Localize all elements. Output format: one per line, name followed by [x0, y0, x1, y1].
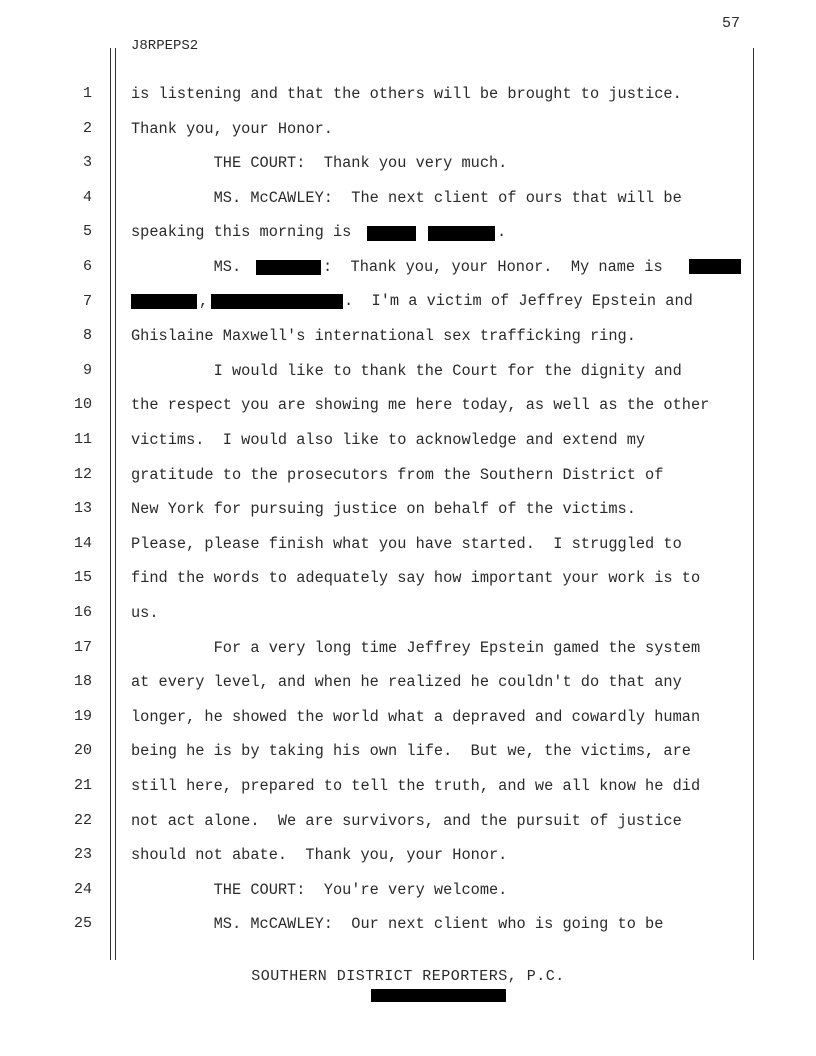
redaction-bar: [689, 259, 741, 274]
line-number: 10: [73, 396, 92, 413]
transcript-line: not act alone. We are survivors, and the pursuit of justice: [131, 812, 682, 830]
line-number: 12: [73, 466, 92, 483]
transcript-line: Thank you, your Honor.: [131, 120, 333, 138]
transcript-line: being he is by taking his own life. But we, the victims, are: [131, 742, 691, 760]
transcript-line: is listening and that the others will be brought to justice.: [131, 85, 682, 103]
line-number: 13: [73, 500, 92, 517]
line-number: 1: [82, 85, 92, 102]
left-margin-rule-inner: [115, 48, 116, 960]
page-number: 57: [721, 15, 740, 32]
line-number: 22: [73, 812, 92, 829]
redaction-bar: [131, 294, 197, 309]
line-number: 15: [73, 569, 92, 586]
line7-continuation: . I'm a victim of Jeffrey Epstein and: [344, 292, 693, 310]
line-number: 18: [73, 673, 92, 690]
transcript-line: Please, please finish what you have started. I struggled to: [131, 535, 682, 553]
transcript-line: Ghislaine Maxwell's international sex trafficking ring.: [131, 327, 636, 345]
transcript-line: For a very long time Jeffrey Epstein gamed the system: [131, 639, 701, 657]
line-number: 25: [73, 915, 92, 932]
transcript-line: I would like to thank the Court for the dignity and: [131, 362, 682, 380]
redaction-bar: [211, 294, 343, 309]
transcript-line: THE COURT: You're very welcome.: [131, 881, 508, 899]
line-number: 7: [82, 293, 92, 310]
transcript-line: still here, prepared to tell the truth, and we all know he did: [131, 777, 701, 795]
line-number: 9: [82, 362, 92, 379]
transcript-line: speaking this morning is: [131, 223, 352, 241]
transcript-line: find the words to adequately say how important your work is to: [131, 569, 701, 587]
line5-period: .: [497, 223, 507, 241]
transcript-line: THE COURT: Thank you very much.: [131, 154, 508, 172]
left-margin-rule: [110, 48, 111, 960]
redaction-bar: [428, 226, 495, 241]
transcript-line: us.: [131, 604, 159, 622]
line-number: 21: [73, 777, 92, 794]
transcript-line: gratitude to the prosecutors from the Southern District of: [131, 466, 664, 484]
line-number: 3: [82, 154, 92, 171]
redaction-bar: [256, 260, 321, 275]
transcript-line: MS.: [131, 258, 242, 276]
line-number: 2: [82, 120, 92, 137]
line-number: 8: [82, 327, 92, 344]
transcript-line: longer, he showed the world what a depraved and cowardly human: [131, 708, 701, 726]
line-number: 19: [73, 708, 92, 725]
line6-continuation: : Thank you, your Honor. My name is: [323, 258, 663, 276]
transcript-line: New York for pursuing justice on behalf of the victims.: [131, 500, 636, 518]
line-number: 6: [82, 258, 92, 275]
line-number: 20: [73, 742, 92, 759]
line-number: 11: [73, 431, 92, 448]
transcript-line: at every level, and when he realized he couldn't do that any: [131, 673, 682, 691]
line-number: 14: [73, 535, 92, 552]
right-margin-rule: [753, 48, 754, 960]
line-number: 5: [82, 223, 92, 240]
transcript-line: the respect you are showing me here today, as well as the other: [131, 396, 710, 414]
line-number: 23: [73, 846, 92, 863]
line-number: 4: [82, 189, 92, 206]
line-number: 24: [73, 881, 92, 898]
line7-comma: ,: [199, 292, 209, 310]
redaction-bar: [367, 226, 416, 241]
transcript-line: should not abate. Thank you, your Honor.: [131, 846, 508, 864]
line-number: 16: [73, 604, 92, 621]
transcript-line: MS. McCAWLEY: The next client of ours that will be: [131, 189, 682, 207]
line-number: 17: [73, 639, 92, 656]
footer-reporter: SOUTHERN DISTRICT REPORTERS, P.C.: [251, 968, 565, 985]
footer-redaction-bar: [371, 989, 506, 1002]
transcript-line: victims. I would also like to acknowledge and extend my: [131, 431, 646, 449]
document-id: J8RPEPS2: [131, 38, 199, 54]
transcript-line: MS. McCAWLEY: Our next client who is going to be: [131, 915, 664, 933]
